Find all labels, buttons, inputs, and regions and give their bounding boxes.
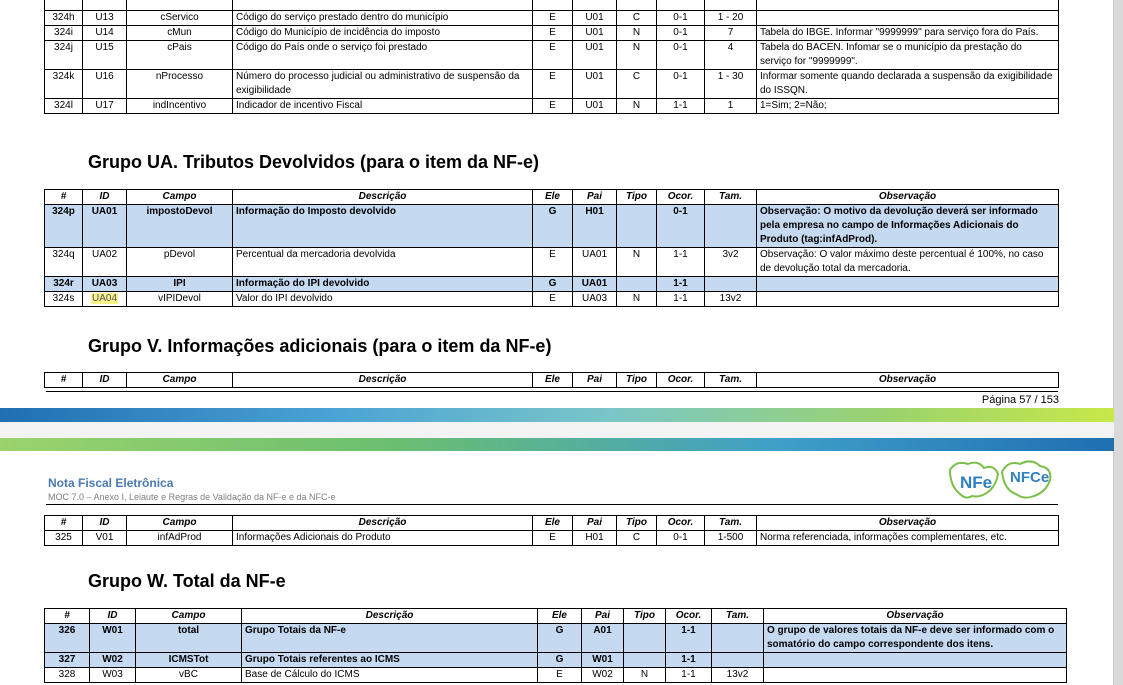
table-cell: 326	[45, 624, 90, 653]
group-u-table	[44, 0, 1059, 114]
column-header: Campo	[127, 373, 233, 388]
column-header: Observação	[764, 609, 1067, 624]
table-cell: 0-1	[657, 11, 705, 26]
table-cell: 324q	[45, 248, 83, 277]
table-cell	[764, 668, 1067, 683]
column-header: #	[45, 373, 83, 388]
table-cell: G	[538, 624, 582, 653]
table-cell: indIncentivo	[127, 99, 233, 114]
table-cell: G	[533, 277, 573, 292]
table-cell: 0-1	[657, 205, 705, 248]
group-ua-title: Grupo UA. Tributos Devolvidos (para o item da NF-e)	[88, 152, 540, 172]
group-v-header-table	[44, 372, 1059, 388]
table-cell	[617, 205, 657, 248]
table-cell: 324l	[45, 99, 83, 114]
table-cell: 3v2	[705, 248, 757, 277]
table-cell: U01	[573, 11, 617, 26]
table-cell: Base de Cálculo do ICMS	[242, 668, 538, 683]
table-cell: N	[624, 668, 666, 683]
column-header: Tipo	[617, 190, 657, 205]
table-cell: 324s	[45, 292, 83, 307]
table-cell: 324h	[45, 11, 83, 26]
table-cell: N	[617, 41, 657, 70]
table-cell: 1-1	[657, 292, 705, 307]
table-cell: UA03	[83, 277, 127, 292]
column-header: Descrição	[242, 609, 538, 624]
page-header-band	[0, 438, 1114, 451]
table-cell: UA01	[573, 277, 617, 292]
nfe-nfce-logo	[944, 456, 1056, 502]
table-cell: total	[136, 624, 242, 653]
table-row	[45, 0, 1059, 11]
table-cell: UA01	[83, 205, 127, 248]
table-cell: cServico	[127, 11, 233, 26]
table-cell: 327	[45, 653, 90, 668]
table-cell: 4	[705, 41, 757, 70]
column-header: Observação	[757, 373, 1059, 388]
table-cell: 324p	[45, 205, 83, 248]
table-row	[45, 205, 1059, 248]
table-cell: IPI	[127, 277, 233, 292]
document-title: Nota Fiscal Eletrônica	[48, 476, 174, 490]
table-cell: E	[533, 248, 573, 277]
column-header: Descrição	[233, 373, 533, 388]
table-row	[45, 11, 1059, 26]
column-header: Pai	[573, 373, 617, 388]
table-cell: O grupo de valores totais da NF-e deve ser informado com o somatório do campo correspondente dos itens.	[764, 624, 1067, 653]
table-cell: C	[617, 11, 657, 26]
table-cell: U01	[573, 41, 617, 70]
table-cell: Código do País onde o serviço foi prestado	[233, 41, 533, 70]
column-header: Campo	[136, 609, 242, 624]
column-header: Ele	[533, 516, 573, 531]
table-cell: G	[538, 653, 582, 668]
table-cell: impostoDevol	[127, 205, 233, 248]
column-header: Campo	[127, 516, 233, 531]
table-cell: 1-1	[657, 277, 705, 292]
table-cell	[712, 653, 764, 668]
table-cell: U15	[83, 41, 127, 70]
table-cell: W01	[582, 653, 624, 668]
table-cell: nProcesso	[127, 70, 233, 99]
footer-rule	[46, 391, 1058, 392]
column-header: Pai	[573, 516, 617, 531]
table-row	[45, 41, 1059, 70]
column-header: #	[45, 190, 83, 205]
column-header: Descrição	[233, 516, 533, 531]
svg-text:NFe: NFe	[960, 473, 993, 492]
group-w-table	[44, 608, 1067, 683]
column-header: ID	[90, 609, 136, 624]
table-cell: Tabela do BACEN. Infomar se o município da prestação do serviço for "9999999".	[757, 41, 1059, 70]
table-cell	[757, 11, 1059, 26]
table-cell: 1-1	[666, 624, 712, 653]
table-row	[45, 531, 1059, 546]
table-cell: 1-1	[657, 99, 705, 114]
table-cell: 0-1	[657, 41, 705, 70]
table-cell: N	[617, 99, 657, 114]
table-cell	[712, 624, 764, 653]
table-cell	[757, 277, 1059, 292]
table-header	[45, 373, 1059, 388]
column-header: Ele	[533, 190, 573, 205]
table-cell: 324i	[45, 26, 83, 41]
column-header: Ocor.	[657, 373, 705, 388]
table-cell: Informações Adicionais do Produto	[233, 531, 533, 546]
table-cell: Indicador de incentivo Fiscal	[233, 99, 533, 114]
table-cell: Tabela do IBGE. Informar "9999999" para serviço fora do País.	[757, 26, 1059, 41]
table-cell: V01	[83, 531, 127, 546]
group-v-title: Grupo V. Informações adicionais (para o item da NF-e)	[88, 336, 552, 356]
column-header: ID	[83, 516, 127, 531]
table-cell: 1-1	[666, 668, 712, 683]
table-cell: UA03	[573, 292, 617, 307]
table-cell: 13v2	[712, 668, 764, 683]
column-header: Tipo	[617, 516, 657, 531]
document-subtitle: MOC 7.0 – Anexo I, Leiaute e Regras de Validação da NF-e e da NFC-e	[48, 492, 336, 502]
table-cell: H01	[573, 531, 617, 546]
group-ua-table	[44, 189, 1059, 307]
table-cell: ICMSTot	[136, 653, 242, 668]
table-row	[45, 653, 1067, 668]
column-header: ID	[83, 373, 127, 388]
table-cell: 324k	[45, 70, 83, 99]
table-header	[45, 190, 1059, 205]
search-highlight: UA04	[91, 293, 117, 304]
table-cell: W02	[90, 653, 136, 668]
table-cell: 328	[45, 668, 90, 683]
table-cell: 7	[705, 26, 757, 41]
column-header: Tam.	[712, 609, 764, 624]
header-rule	[46, 504, 1058, 505]
scrollbar[interactable]	[1113, 0, 1123, 685]
column-header: #	[45, 609, 90, 624]
table-cell: 1-1	[666, 653, 712, 668]
table-cell: C	[617, 531, 657, 546]
table-row	[45, 248, 1059, 277]
column-header: Observação	[757, 516, 1059, 531]
table-cell: Valor do IPI devolvido	[233, 292, 533, 307]
table-cell: 0-1	[657, 26, 705, 41]
svg-text:NFCe: NFCe	[1010, 469, 1050, 486]
table-cell: Grupo Totais referentes ao ICMS	[242, 653, 538, 668]
table-cell	[617, 277, 657, 292]
table-cell: U16	[83, 70, 127, 99]
group-v-table	[44, 515, 1059, 546]
column-header: Ocor.	[666, 609, 712, 624]
page-number: Página 57 / 153	[981, 394, 1059, 406]
column-header: Pai	[582, 609, 624, 624]
column-header: Tam.	[705, 516, 757, 531]
table-cell: N	[617, 292, 657, 307]
table-cell	[705, 205, 757, 248]
table-cell: UA01	[573, 248, 617, 277]
table-cell	[83, 292, 127, 307]
column-header: Tipo	[617, 373, 657, 388]
column-header: Ocor.	[657, 190, 705, 205]
table-cell: 1=Sim; 2=Não;	[757, 99, 1059, 114]
table-cell: E	[533, 70, 573, 99]
table-cell: Informação do Imposto devolvido	[233, 205, 533, 248]
table-cell: C	[617, 70, 657, 99]
table-cell: Número do processo judicial ou administrativo de suspensão da exigibilidade	[233, 70, 533, 99]
table-header	[45, 516, 1059, 531]
table-cell: 0-1	[657, 70, 705, 99]
table-cell: W01	[90, 624, 136, 653]
table-cell: G	[533, 205, 573, 248]
group-w-title: Grupo W. Total da NF-e	[88, 571, 286, 591]
table-cell: W02	[582, 668, 624, 683]
column-header: Tipo	[624, 609, 666, 624]
table-cell: 0-1	[657, 531, 705, 546]
table-cell: H01	[573, 205, 617, 248]
table-cell	[764, 653, 1067, 668]
page-footer-band	[0, 408, 1114, 422]
table-cell: W03	[90, 668, 136, 683]
table-cell: vIPIDevol	[127, 292, 233, 307]
column-header: Ele	[533, 373, 573, 388]
table-cell: U14	[83, 26, 127, 41]
table-cell: Informar somente quando declarada a suspensão da exigibilidade do ISSQN.	[757, 70, 1059, 99]
table-cell: N	[617, 26, 657, 41]
column-header: Tam.	[705, 190, 757, 205]
table-row	[45, 26, 1059, 41]
table-cell: U17	[83, 99, 127, 114]
table-cell: U13	[83, 11, 127, 26]
column-header: Observação	[757, 190, 1059, 205]
table-cell: 325	[45, 531, 83, 546]
table-cell: E	[533, 26, 573, 41]
table-cell: Percentual da mercadoria devolvida	[233, 248, 533, 277]
table-cell: Informação do IPI devolvido	[233, 277, 533, 292]
table-cell: Código do serviço prestado dentro do município	[233, 11, 533, 26]
column-header: Pai	[573, 190, 617, 205]
table-cell: E	[538, 668, 582, 683]
table-cell: Código do Município de incidência do imposto	[233, 26, 533, 41]
table-cell	[757, 292, 1059, 307]
table-cell	[624, 624, 666, 653]
table-cell: N	[617, 248, 657, 277]
table-cell	[624, 653, 666, 668]
table-cell: E	[533, 531, 573, 546]
table-cell: E	[533, 292, 573, 307]
table-cell: vBC	[136, 668, 242, 683]
table-cell: 13v2	[705, 292, 757, 307]
table-cell: Grupo Totais da NF-e	[242, 624, 538, 653]
table-cell: Observação: O valor máximo deste percentual é 100%, no caso de devolução total da mercadoria.	[757, 248, 1059, 277]
table-cell: UA02	[83, 248, 127, 277]
table-cell: Observação: O motivo da devolução deverá ser informado pela empresa no campo de Informações Adicionais do Produto (tag:infAdProd).	[757, 205, 1059, 248]
table-row	[45, 70, 1059, 99]
table-cell: U01	[573, 99, 617, 114]
table-cell: U01	[573, 26, 617, 41]
table-cell: 1 - 20	[705, 11, 757, 26]
column-header: ID	[83, 190, 127, 205]
table-cell: cPais	[127, 41, 233, 70]
column-header: Descrição	[233, 190, 533, 205]
table-cell: E	[533, 41, 573, 70]
table-cell: Norma referenciada, informações complementares, etc.	[757, 531, 1059, 546]
table-cell: pDevol	[127, 248, 233, 277]
table-row	[45, 668, 1067, 683]
table-cell: 1-500	[705, 531, 757, 546]
table-cell: 1-1	[657, 248, 705, 277]
table-cell: 1	[705, 99, 757, 114]
table-cell: A01	[582, 624, 624, 653]
table-row	[45, 99, 1059, 114]
table-row	[45, 624, 1067, 653]
column-header: #	[45, 516, 83, 531]
table-cell	[705, 277, 757, 292]
table-cell: U01	[573, 70, 617, 99]
table-cell: cMun	[127, 26, 233, 41]
table-header	[45, 609, 1067, 624]
column-header: Ocor.	[657, 516, 705, 531]
table-cell: E	[533, 11, 573, 26]
page-gap	[0, 422, 1114, 438]
table-row	[45, 292, 1059, 307]
table-cell: 324r	[45, 277, 83, 292]
table-cell: E	[533, 99, 573, 114]
table-cell: 324j	[45, 41, 83, 70]
column-header: Tam.	[705, 373, 757, 388]
column-header: Campo	[127, 190, 233, 205]
table-cell: infAdProd	[127, 531, 233, 546]
column-header: Ele	[538, 609, 582, 624]
table-row	[45, 277, 1059, 292]
table-cell: 1 - 30	[705, 70, 757, 99]
